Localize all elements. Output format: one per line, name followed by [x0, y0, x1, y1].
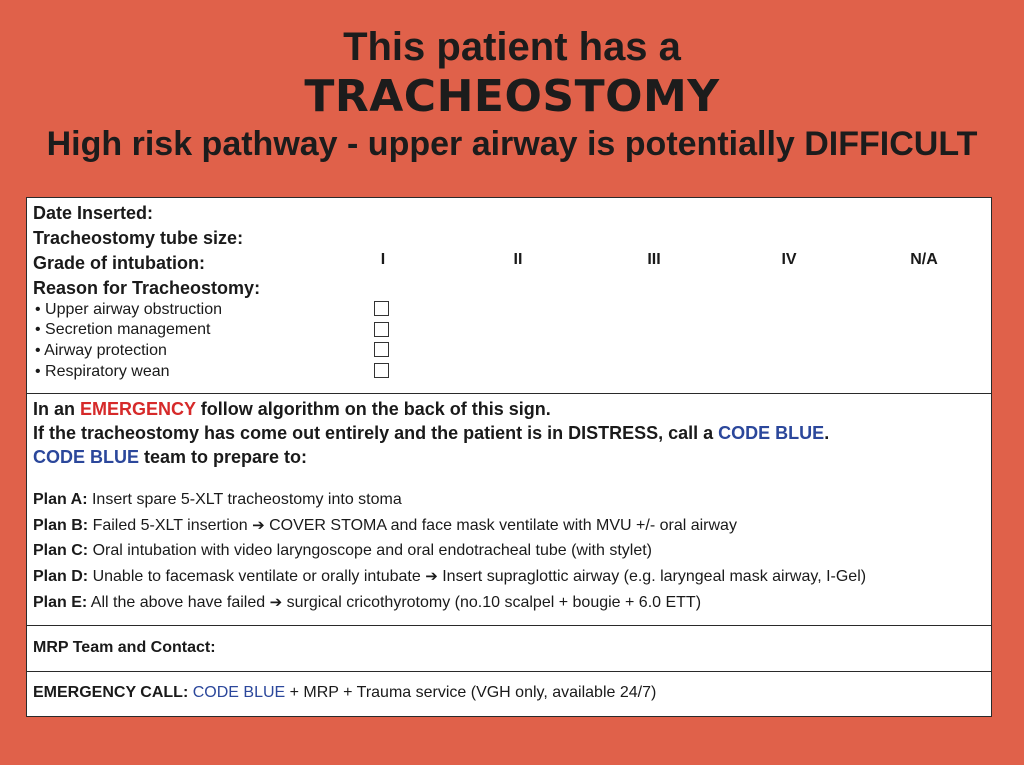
plan-a: Plan A: Insert spare 5-XLT tracheostomy into stoma [33, 491, 402, 508]
code-blue-text: CODE BLUE [192, 684, 286, 701]
reason-airway-protection: • Airway protection [35, 342, 167, 359]
arrow-icon: ➔ [269, 594, 283, 611]
reason-label: Reason for Tracheostomy: [33, 278, 261, 298]
grade-option-na[interactable]: N/A [910, 251, 938, 268]
header-line-1: This patient has a [343, 25, 681, 69]
plan-e: Plan E: All the above have failed ➔ surgical cricothyrotomy (no.10 scalpel + bougie + 6.0 ETT) [33, 594, 702, 611]
grade-label: Grade of intubation: [33, 253, 205, 273]
checkbox-secretion[interactable] [374, 322, 389, 337]
code-blue-text: CODE BLUE [718, 423, 825, 443]
tube-size-label: Tracheostomy tube size: [33, 228, 244, 248]
header-warning: High risk pathway - upper airway is potentially DIFFICULT [46, 125, 978, 163]
grade-option-1[interactable]: I [380, 251, 386, 268]
plan-d: Plan D: Unable to facemask ventilate or orally intubate ➔ Insert supraglottic airway (e.g. laryngeal mask airway, I-Gel) [33, 568, 867, 585]
emergency-call-section [27, 672, 991, 716]
mrp-contact-label: MRP Team and Contact: [33, 639, 216, 656]
grade-option-2[interactable]: II [513, 251, 523, 268]
plan-c: Plan C: Oral intubation with video laryngoscope and oral endotracheal tube (with stylet) [33, 542, 652, 559]
arrow-icon: ➔ [425, 568, 438, 585]
emergency-instruction: In an EMERGENCY follow algorithm on the back of this sign. [33, 399, 551, 419]
emergency-word: EMERGENCY [80, 399, 196, 419]
emergency-call-line: EMERGENCY CALL: CODE BLUE + MRP + Trauma service (VGH only, available 24/7) [33, 684, 657, 701]
grade-option-3[interactable]: III [647, 251, 661, 268]
mrp-section [27, 626, 991, 672]
patient-info-section [27, 198, 991, 394]
plan-b: Plan B: Failed 5-XLT insertion ➔ COVER STOMA and face mask ventilate with MVU +/- oral airway [33, 517, 737, 534]
arrow-icon: ➔ [252, 517, 265, 534]
reason-upper-airway: • Upper airway obstruction [35, 301, 223, 318]
grade-option-4[interactable]: IV [781, 251, 797, 268]
header-title: TRACHEOSTOMY [304, 71, 720, 122]
reason-secretion: • Secretion management [35, 321, 211, 338]
code-blue-team-line: CODE BLUE team to prepare to: [33, 447, 308, 467]
reason-respiratory-wean: • Respiratory wean [35, 363, 170, 380]
emergency-section [27, 394, 991, 626]
distress-instruction: If the tracheostomy has come out entirely and the patient is in DISTRESS, call a CODE BLUE. [33, 423, 830, 443]
code-blue-text: CODE BLUE [33, 447, 140, 467]
info-card [26, 197, 992, 717]
checkbox-upper-airway[interactable] [374, 301, 389, 316]
checkbox-airway-protection[interactable] [374, 342, 389, 357]
date-inserted-label: Date Inserted: [33, 203, 154, 223]
checkbox-respiratory-wean[interactable] [374, 363, 389, 378]
